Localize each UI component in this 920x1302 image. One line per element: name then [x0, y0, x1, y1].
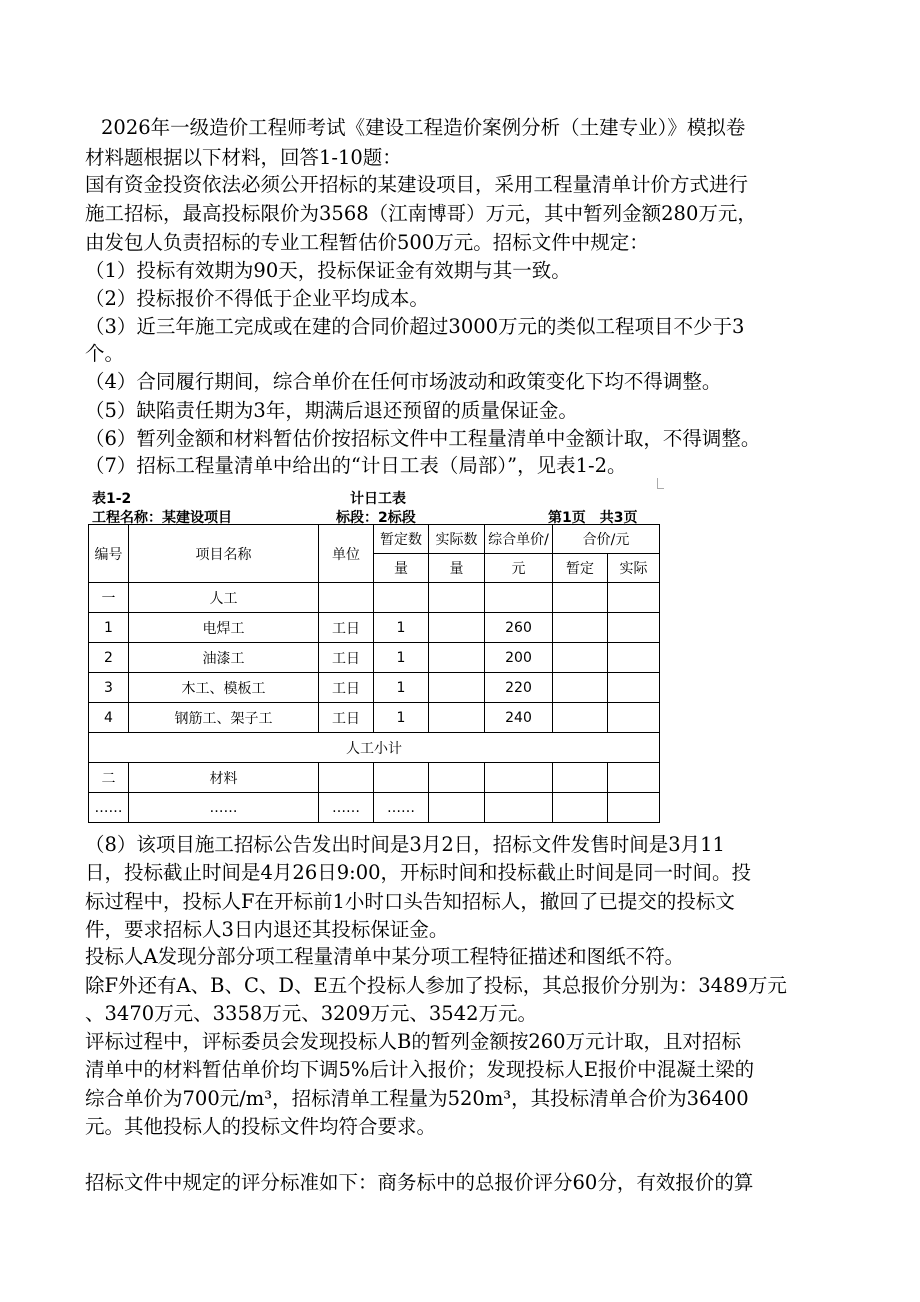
col-header-actual-qty-1: 实际数 [429, 525, 485, 554]
para-eval-line3: 综合单价为700元/m³，招标清单工程量为520m³，其投标清单合价为36400 [85, 1087, 749, 1110]
rule-2: （2）投标报价不得低于企业平均成本。 [85, 287, 429, 310]
cell-provisional-qty: 1 [374, 673, 429, 703]
col-header-unit-price-2: 元 [485, 554, 553, 583]
cell-name: 木工、模板工 [129, 673, 319, 703]
col-header-unit-price-1: 综合单价/ [485, 525, 553, 554]
rule-7: （7）招标工程量清单中给出的“计日工表（局部）”，见表1-2。 [85, 454, 627, 477]
table-row [89, 793, 660, 823]
table-row [89, 763, 660, 793]
cell-unit: 工日 [319, 703, 374, 733]
cell-name: 人工 [129, 583, 319, 613]
cell-no: 4 [89, 703, 129, 733]
margin-mark [657, 478, 664, 489]
cell-unit-price: 220 [485, 673, 553, 703]
para-eval-line4: 元。其他投标人的投标文件均符合要求。 [85, 1115, 437, 1138]
para-a-line: 投标人A发现分部分项工程量清单中某分项工程特征描述和图纸不符。 [85, 945, 685, 968]
col-header-total: 合价/元 [553, 525, 660, 554]
table-row [89, 703, 660, 733]
cell-name: 油漆工 [129, 643, 319, 673]
table-row [89, 613, 660, 643]
rule-6: （6）暂列金额和材料暂估价按招标文件中工程量清单中金额计取，不得调整。 [85, 427, 761, 450]
para1-line1: 国有资金投资依法必须公开招标的某建设项目，采用工程量清单计价方式进行 [85, 173, 749, 196]
rule-8-line1: （8）该项目施工招标公告发出时间是3月2日，招标文件发售时间是3月11 [85, 833, 725, 856]
table-row [89, 733, 660, 763]
cell-unit: …… [319, 793, 374, 823]
para-eval-line1: 评标过程中，评标委员会发现投标人B的暂列金额按260万元计取，且对招标 [85, 1030, 742, 1053]
table-section: 标段：2标段 [336, 510, 416, 526]
cell-unit: 工日 [319, 613, 374, 643]
cell-no: 3 [89, 673, 129, 703]
para1-line2: 施工招标，最高投标限价为3568（江南博哥）万元，其中暂列金额280万元， [85, 202, 757, 225]
rule-8-line4: 件，要求招标人3日内退还其投标保证金。 [85, 918, 449, 941]
cell-provisional-qty: 1 [374, 703, 429, 733]
para-score-line: 招标文件中规定的评分标准如下：商务标中的总报价评分60分，有效报价的算 [85, 1171, 754, 1194]
intro-line: 材料题根据以下材料，回答1-10题： [85, 146, 402, 169]
rule-8-line3: 标过程中，投标人F在开标前1小时口头告知招标人，撤回了已提交的投标文 [85, 890, 735, 913]
cell-unit-price: 240 [485, 703, 553, 733]
rule-4: （4）合同履行期间，综合单价在任何市场波动和政策变化下均不得调整。 [85, 370, 722, 393]
col-header-total-actual: 实际 [608, 554, 660, 583]
para1-line3: 由发包人负责招标的专业工程暂估价500万元。招标文件中规定： [85, 231, 649, 254]
day-work-table [88, 524, 660, 823]
table-page: 第1页 共3页 [548, 510, 638, 526]
table-title: 计日工表 [350, 491, 406, 507]
rule-3-line2: 个。 [85, 342, 125, 365]
col-header-actual-qty-2: 量 [429, 554, 485, 583]
cell-no: 二 [89, 763, 129, 793]
doc-title: 2026年一级造价工程师考试《建设工程造价案例分析（土建专业）》模拟卷 [101, 116, 746, 139]
col-header-no: 编号 [89, 525, 129, 583]
cell-no: 一 [89, 583, 129, 613]
para-eval-line2: 清单中的材料暂估单价均下调5%后计入报价；发现投标人E报价中混凝土梁的 [85, 1058, 755, 1081]
para-bids-line1: 除F外还有A、B、C、D、E五个投标人参加了投标，其总报价分别为：3489万元 [85, 974, 787, 997]
table-row [89, 673, 660, 703]
cell-name: 材料 [129, 763, 319, 793]
table-row [89, 583, 660, 613]
table-row [89, 643, 660, 673]
rule-3-line1: （3）近三年施工完成或在建的合同价超过3000万元的类似工程项目不少于3 [85, 315, 745, 338]
cell-name: 钢筋工、架子工 [129, 703, 319, 733]
col-header-provisional-qty-1: 暂定数 [374, 525, 429, 554]
table-number: 表1-2 [92, 491, 132, 507]
col-header-name: 项目名称 [129, 525, 319, 583]
labor-subtotal: 人工小计 [89, 733, 660, 763]
cell-no: …… [89, 793, 129, 823]
cell-provisional-qty: …… [374, 793, 429, 823]
cell-name: …… [129, 793, 319, 823]
cell-name: 电焊工 [129, 613, 319, 643]
cell-unit: 工日 [319, 643, 374, 673]
cell-no: 1 [89, 613, 129, 643]
rule-8-line2: 日，投标截止时间是4月26日9:00，开标时间和投标截止时间是同一时间。投 [85, 861, 752, 884]
cell-provisional-qty: 1 [374, 643, 429, 673]
rule-1: （1）投标有效期为90天，投标保证金有效期与其一致。 [85, 259, 571, 282]
cell-unit: 工日 [319, 673, 374, 703]
col-header-provisional-qty-2: 量 [374, 554, 429, 583]
cell-unit-price: 200 [485, 643, 553, 673]
para-bids-line2: 、3470万元、3358万元、3209万元、3542万元。 [85, 1002, 538, 1025]
cell-no: 2 [89, 643, 129, 673]
col-header-total-provisional: 暂定 [553, 554, 608, 583]
table-project: 工程名称：某建设项目 [92, 510, 232, 526]
col-header-unit: 单位 [319, 525, 374, 583]
cell-unit-price: 260 [485, 613, 553, 643]
rule-5: （5）缺陷责任期为3年，期满后退还预留的质量保证金。 [85, 399, 578, 422]
cell-provisional-qty: 1 [374, 613, 429, 643]
